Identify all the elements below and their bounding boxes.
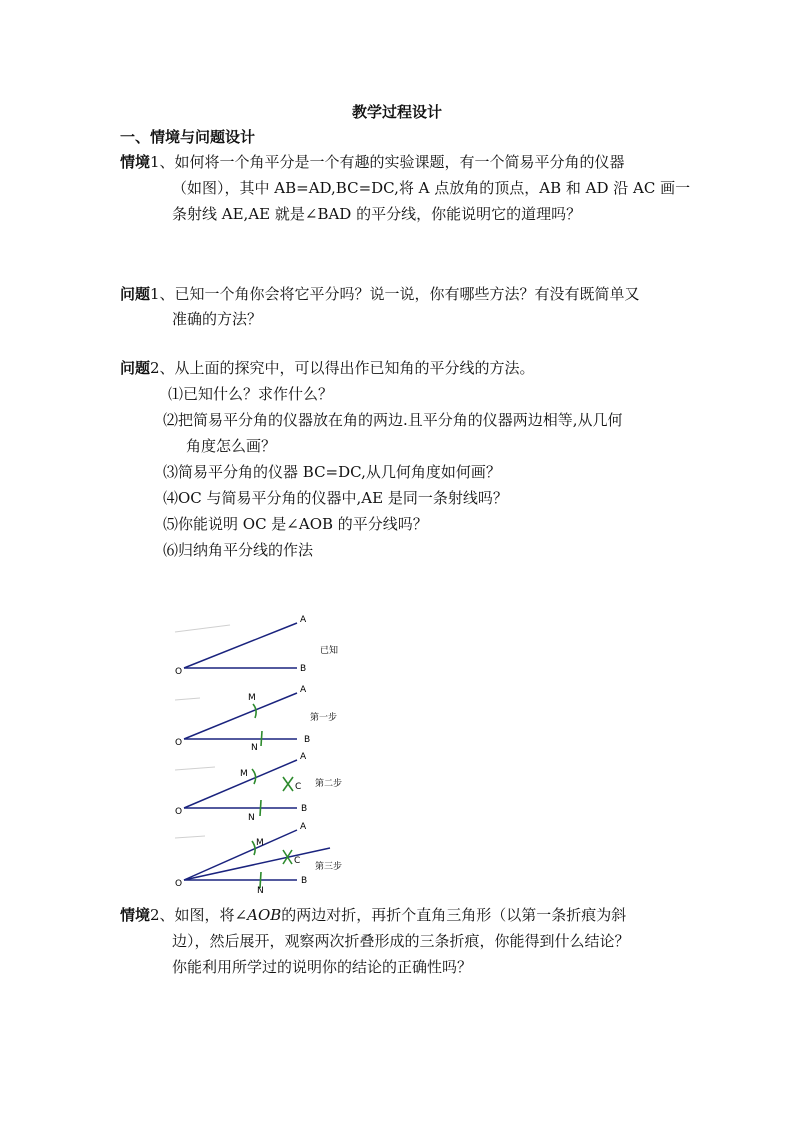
arc-mark-m: [252, 841, 255, 855]
question2-text: 2、从上面的探究中，可以得出作已知角的平分线的方法。: [150, 359, 535, 377]
step-label: 第二步: [315, 779, 343, 789]
step-label: 第一步: [310, 713, 338, 723]
point-a-label: A: [300, 685, 307, 695]
point-n-label: N: [251, 743, 258, 753]
arc-mark-m: [252, 769, 256, 784]
question2-item: 角度怎么画？: [186, 437, 277, 455]
point-m-label: M: [248, 693, 256, 703]
scenario1-text: 1、如何将一个角平分是一个有趣的实验课题，有一个简易平分角的仪器: [150, 153, 625, 171]
point-c-label: C: [294, 856, 301, 866]
question2-line1: [120, 356, 535, 381]
question2-item: ⑴已知什么？求作什么？: [168, 385, 334, 403]
figure-step-1: [175, 685, 337, 753]
figure-step-given: [175, 615, 338, 677]
scenario1-label: 情境: [120, 153, 151, 171]
point-c-label: C: [295, 782, 302, 792]
faint-line: [175, 698, 200, 700]
step-label: 已知: [320, 646, 339, 656]
arc-mark-n: [260, 800, 261, 816]
point-b-label: B: [301, 804, 308, 814]
scenario1-line1: [120, 150, 625, 175]
arc-mark-n: [261, 731, 262, 746]
scenario2-angle: ∠AOB: [234, 906, 282, 924]
point-o-label: O: [175, 807, 183, 817]
ray-oc-bisector: [184, 848, 330, 880]
point-a-label: A: [300, 822, 307, 832]
question2-item: ⑹归纳角平分线的作法: [163, 541, 314, 559]
question2-item: ⑵把简易平分角的仪器放在角的两边.且平分角的仪器两边相等,从几何: [163, 411, 623, 429]
point-b-label: B: [301, 876, 308, 886]
question2-item: ⑷OC 与简易平分角的仪器中,AE 是同一条射线吗？: [163, 489, 508, 507]
scenario2-label: 情境: [120, 906, 151, 924]
question2-label: 问题: [120, 359, 151, 377]
scenario1-line2: （如图），其中 AB=AD,BC=DC,将 A 点放角的顶点，AB 和 AD 沿 AC 画一: [172, 179, 691, 197]
scenario1-line3: 条射线 AE,AE 就是∠BAD 的平分线，你能说明它的道理吗？: [172, 205, 582, 223]
scenario2-text-b: 的两边对折，再折个直角三角形（以第一条折痕为斜: [281, 906, 627, 924]
point-a-label: A: [300, 752, 307, 762]
point-b-label: B: [304, 735, 311, 745]
angle-bisector-figure: [168, 600, 368, 896]
point-o-label: O: [175, 667, 183, 677]
scenario2-line2: 边），然后展开，观察两次折叠形成的三条折痕，你能得到什么结论？: [172, 932, 630, 950]
faint-line: [175, 625, 230, 632]
question2-item: ⑶简易平分角的仪器 BC=DC,从几何角度如何画？: [163, 463, 501, 481]
ray-oa: [184, 830, 297, 880]
question1-line1: [120, 282, 640, 307]
point-n-label: N: [248, 813, 255, 823]
question1-line2: 准确的方法？: [172, 310, 263, 328]
section-heading: 一、情境与问题设计: [120, 128, 256, 146]
scenario2-text-a: 2、如图，将: [150, 906, 235, 924]
question2-item: ⑸你能说明 OC 是∠AOB 的平分线吗？: [163, 515, 428, 533]
faint-line: [175, 767, 215, 770]
step-label: 第三步: [315, 862, 343, 872]
page-title: 教学过程设计: [351, 103, 442, 121]
point-b-label: B: [300, 664, 307, 674]
point-m-label: M: [256, 838, 264, 848]
scenario2-line1: [120, 903, 626, 928]
point-o-label: O: [175, 738, 183, 748]
ray-oa: [184, 760, 297, 808]
figure-step-2: [175, 752, 342, 823]
point-m-label: M: [240, 769, 248, 779]
faint-line: [175, 836, 205, 838]
figure-step-3: [175, 822, 342, 896]
point-a-label: A: [300, 615, 307, 625]
question1-label: 问题: [120, 285, 151, 303]
point-n-label: N: [257, 886, 264, 896]
arc-intersection-c: [283, 777, 293, 791]
ray-oa: [184, 693, 297, 739]
question1-text: 1、已知一个角你会将它平分吗？说一说，你有哪些方法？有没有既简单又: [150, 285, 640, 303]
scenario2-line3: 你能利用所学过的说明你的结论的正确性吗？: [172, 958, 473, 976]
point-o-label: O: [175, 879, 183, 889]
ray-oa: [184, 623, 297, 668]
